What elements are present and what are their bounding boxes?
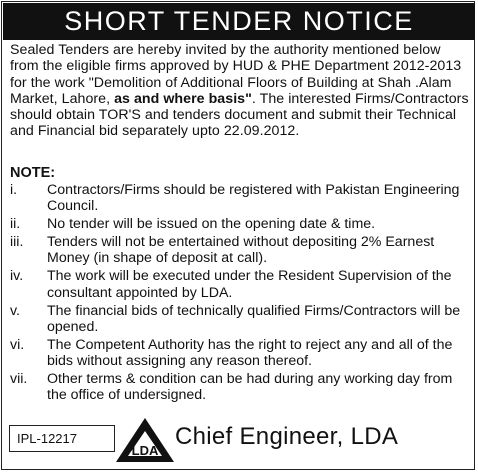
note-item (10, 337, 472, 369)
notice-footer (3, 416, 475, 471)
lda-logo-text: LDA (131, 443, 159, 458)
note-number: i. (10, 182, 18, 198)
note-number: ii. (10, 216, 21, 233)
note-text: The financial bids of technically qualified Firms/Contractors will be opened. (47, 302, 461, 335)
note-item (10, 234, 472, 266)
note-text: The Competent Authority has the right to reject any and all of the bids without assigning any reason thereof. (47, 336, 453, 369)
note-text: No tender will be issued on the opening date & time. (47, 216, 376, 233)
note-item (10, 371, 472, 403)
note-item (10, 303, 472, 335)
notice-frame (1, 1, 475, 470)
note-item (10, 216, 472, 232)
note-text: Contractors/Firms should be registered with Pakistan Engineering Council. (47, 182, 460, 215)
lda-logo-icon (113, 416, 177, 468)
intro-emphasis: as and where basis" (114, 90, 252, 107)
note-number: vi. (10, 336, 25, 353)
note-text: The work will be executed under the Resident Supervision of the consultant appointed by LDA. (47, 268, 452, 301)
intro-text-start: Sealed Tenders are hereby invited by the authority mentioned below from the eligible firms approved by HUD & PHE Department 2012-2013 for the work "Demolition of Additional Floors of Building at Shah .Alam Market, Lahore, (10, 42, 462, 107)
note-number: v. (10, 302, 20, 319)
note-text: Other terms & condition can be had during any working day from the office of undersigned. (47, 371, 453, 404)
note-number: vii. (10, 371, 28, 388)
reference-number: IPL-12217 (9, 425, 115, 452)
intro-paragraph (10, 42, 472, 140)
notes-list (10, 182, 472, 405)
note-item (10, 268, 472, 300)
note-number: iii. (10, 234, 24, 251)
signature-title: Chief Engineer, LDA (175, 423, 399, 450)
intro-text-end: . The interested Firms/Contractors should obtain TOR'S and tenders document and submit their Technical and Financial bid separately upto 22.09.2012. (10, 90, 469, 140)
note-heading: NOTE: (10, 165, 56, 181)
note-item (10, 182, 472, 214)
note-text: Tenders will not be entertained without depositing 2% Earnest Money (in shape of deposit at call). (47, 234, 435, 267)
note-number: iv. (10, 268, 24, 285)
notice-title: SHORT TENDER NOTICE (3, 3, 475, 40)
